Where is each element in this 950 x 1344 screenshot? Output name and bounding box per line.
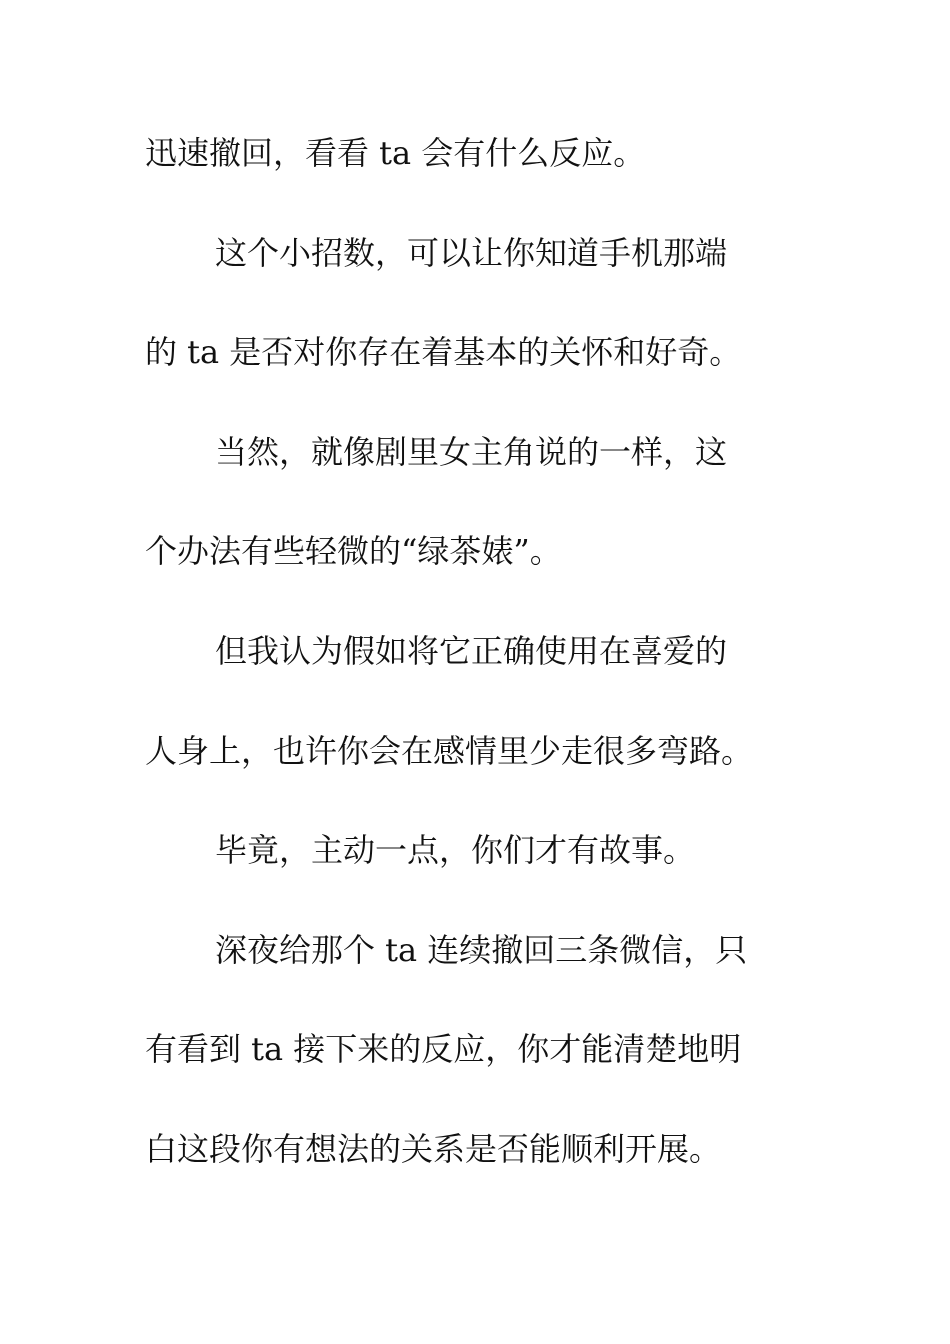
- text-line-2: 这个小招数，可以让你知道手机那端: [215, 233, 728, 272]
- text-line-4: 当然，就像剧里女主角说的一样，这: [215, 432, 728, 471]
- text-line-3: 的 ta 是否对你存在着基本的关怀和好奇。: [145, 333, 742, 372]
- text-line-9: 深夜给那个 ta 连续撤回三条微信，只: [215, 930, 748, 969]
- text-line-11: 白这段你有想法的关系是否能顺利开展。: [145, 1129, 722, 1168]
- text-line-8: 毕竟，主动一点，你们才有故事。: [215, 831, 696, 870]
- document-body: [145, 123, 805, 1219]
- text-line-6: 但我认为假如将它正确使用在喜爱的: [215, 631, 728, 670]
- text-line-7: 人身上，也许你会在感情里少走很多弯路。: [145, 731, 754, 770]
- text-line-5: 个办法有些轻微的“绿茶婊”。: [145, 532, 562, 571]
- text-line-1: 迅速撤回，看看 ta 会有什么反应。: [145, 134, 646, 172]
- text-line-10: 有看到 ta 接下来的反应，你才能清楚地明: [145, 1030, 742, 1069]
